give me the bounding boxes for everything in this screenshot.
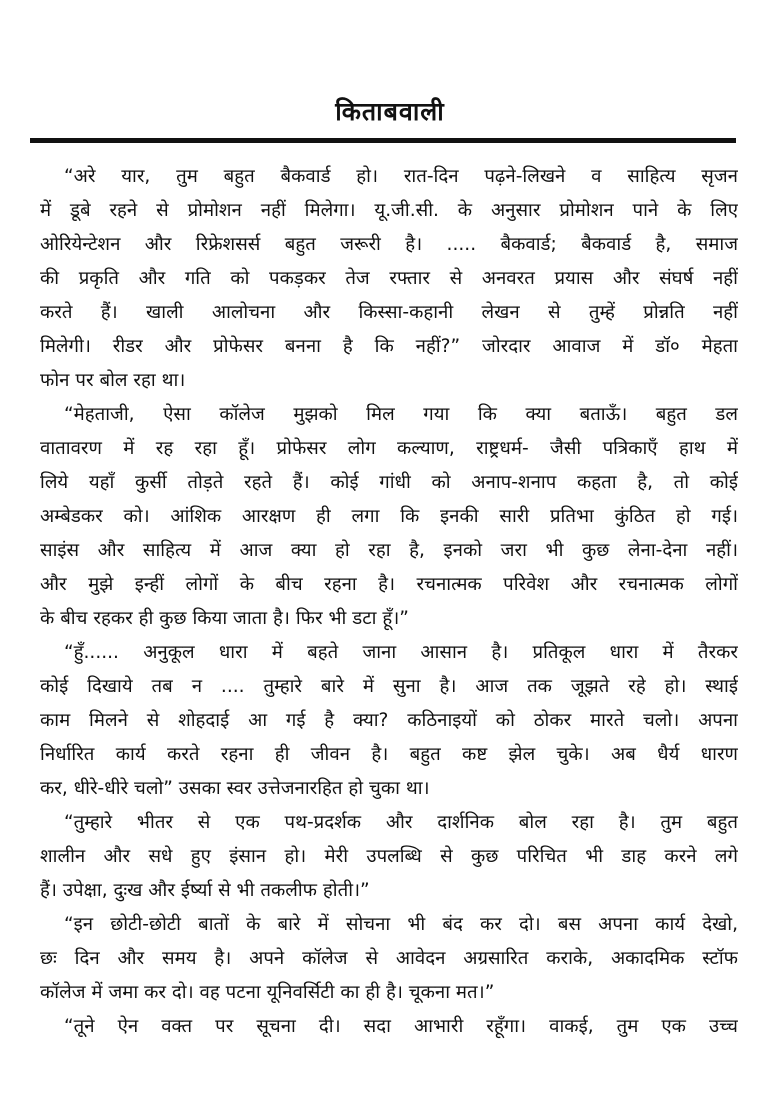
text-line: साइंस और साहित्य में आज क्या हो रहा है, इनको जरा भी कुछ लेना-देना नहीं। bbox=[40, 540, 738, 561]
text-line: ओरियेन्टेशन और रिफ्रेशसर्स बहुत जरूरी है। ..... बैकवार्ड; बैकवार्ड है, समाज bbox=[40, 234, 738, 255]
text-line: के बीच रहकर ही कुछ किया जाता है। फिर भी डटा हूँ।” bbox=[40, 608, 409, 629]
text-line: फोन पर बोल रहा था। bbox=[40, 370, 186, 391]
body-text bbox=[40, 160, 738, 1044]
text-line: करते हैं। खाली आलोचना और किस्सा-कहानी लेखन से तुम्हें प्रोन्नति नहीं bbox=[40, 302, 738, 323]
text-line: मिलेगी। रीडर और प्रोफेसर बनना है कि नहीं?” जोरदार आवाज में डॉ० मेहता bbox=[40, 336, 738, 357]
text-line: अम्बेडकर को। आंशिक आरक्षण ही लगा कि इनकी सारी प्रतिभा कुंठित हो गई। bbox=[40, 506, 738, 527]
text-line: और मुझे इन्हीं लोगों के बीच रहना है। रचनात्मक परिवेश और रचनात्मक लोगों bbox=[40, 574, 738, 595]
text-line: “तुम्हारे भीतर से एक पथ-प्रदर्शक और दार्शनिक बोल रहा है। तुम बहुत bbox=[64, 812, 738, 833]
title-rule bbox=[30, 138, 736, 143]
text-line: “हुँ...... अनुकूल धारा में बहते जाना आसान है। प्रतिकूल धारा में तैरकर bbox=[64, 642, 738, 663]
text-line: में डूबे रहने से प्रोमोशन नहीं मिलेगा। यू.जी.सी. के अनुसार प्रोमोशन पाने के लिए bbox=[40, 200, 738, 221]
text-line: कर, धीरे-धीरे चलो” उसका स्वर उत्तेजनारहित हो चुका था। bbox=[40, 778, 430, 799]
text-line: शालीन और सधे हुए इंसान हो। मेरी उपलब्धि से कुछ परिचित भी डाह करने लगे bbox=[40, 846, 738, 867]
text-line: लिये यहाँ कुर्सी तोड़ते रहते हैं। कोई गांधी को अनाप-शनाप कहता है, तो कोई bbox=[40, 472, 738, 493]
text-line: की प्रकृति और गति को पकड़कर तेज रफ्तार से अनवरत प्रयास और संघर्ष नहीं bbox=[40, 268, 738, 289]
text-line: “अरे यार, तुम बहुत बैकवार्ड हो। रात-दिन पढ़ने-लिखने व साहित्य सृजन bbox=[64, 166, 738, 187]
text-line: वातावरण में रह रहा हूँ। प्रोफेसर लोग कल्याण, राष्ट्रधर्म- जैसी पत्रिकाएँ हाथ में bbox=[40, 438, 738, 459]
page-title: किताबवाली bbox=[335, 97, 445, 126]
text-line: “तूने ऐन वक्त पर सूचना दी। सदा आभारी रहूँगा। वाकई, तुम एक उच्च bbox=[64, 1016, 738, 1037]
text-line: छः दिन और समय है। अपने कॉलेज से आवेदन अग्रसारित कराके, अकादमिक स्टॉफ bbox=[40, 948, 738, 969]
text-line: काम मिलने से शोहदाई आ गई है क्या? कठिनाइयों को ठोकर मारते चलो। अपना bbox=[40, 710, 738, 731]
text-line: “इन छोटी-छोटी बातों के बारे में सोचना भी बंद कर दो। बस अपना कार्य देखो, bbox=[64, 914, 738, 935]
text-line: हैं। उपेक्षा, दुःख और ईर्ष्या से भी तकलीफ होती।” bbox=[40, 880, 370, 901]
text-line: कोई दिखाये तब न .... तुम्हारे बारे में सुना है। आज तक जूझते रहे हो। स्थाई bbox=[40, 676, 738, 697]
text-line: निर्धारित कार्य करते रहना ही जीवन है। बहुत कष्ट झेल चुके। अब धैर्य धारण bbox=[40, 744, 738, 765]
text-line: कॉलेज में जमा कर दो। वह पटना यूनिवर्सिटी का ही है। चूकना मत।” bbox=[40, 982, 495, 1003]
text-line: “मेहताजी, ऐसा कॉलेज मुझको मिल गया कि क्या बताऊँ। बहुत डल bbox=[64, 404, 738, 425]
